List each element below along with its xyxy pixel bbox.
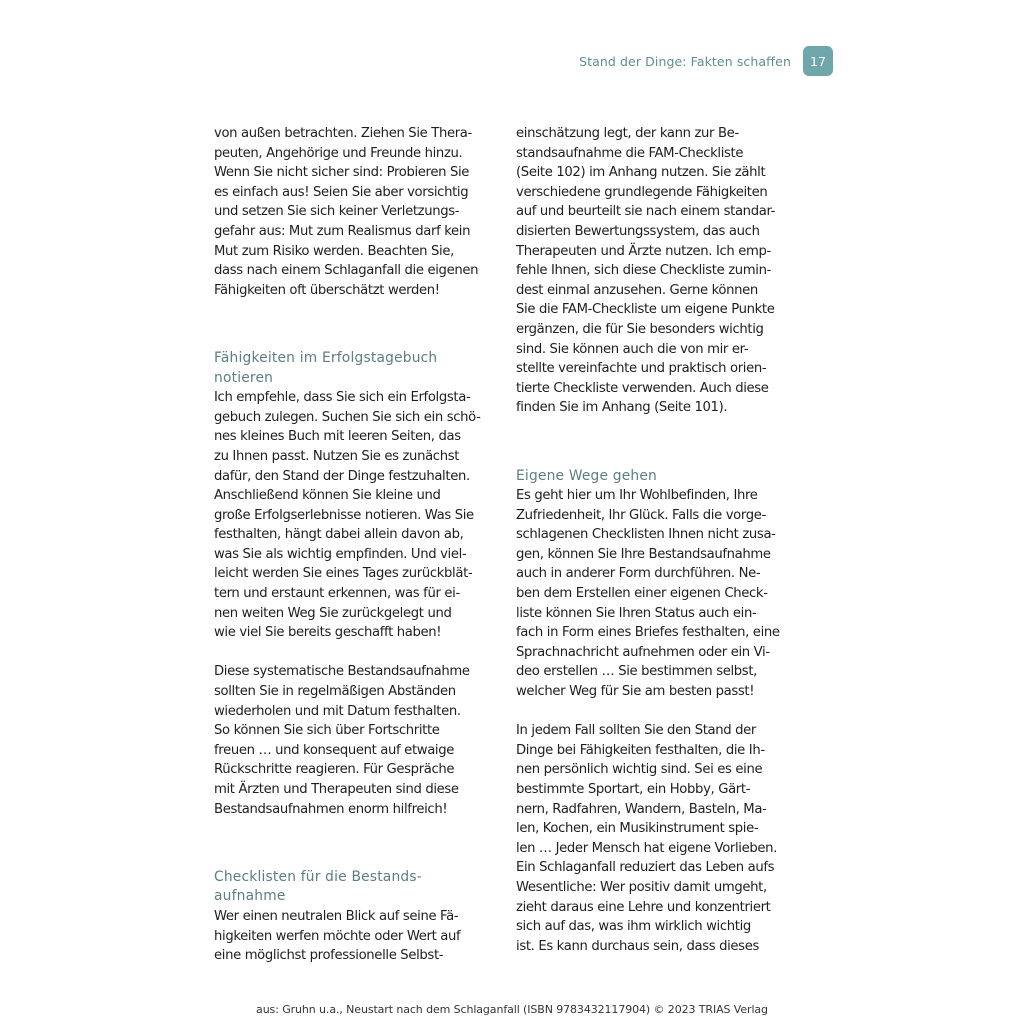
text-line: große Erfolgserlebnisse notieren. Was Sie xyxy=(214,507,474,523)
text-line: festhalten, hängt dabei allein davon ab, xyxy=(214,527,464,543)
text-line: Zufriedenheit, Ihr Glück. Falls die vorge- xyxy=(516,507,766,523)
text-line: Diese systematische Bestandsaufnahme xyxy=(214,664,470,680)
text-line: Ich empfehle, dass Sie sich ein Erfolgsta- xyxy=(214,390,471,406)
text-line: schlagenen Checklisten Ihnen nicht zusa- xyxy=(516,527,776,543)
section-heading xyxy=(214,349,494,388)
paragraph xyxy=(516,486,796,702)
text-line: Therapeuten und Ärzte nutzen. Ich emp- xyxy=(516,243,771,259)
heading-line: Fähigkeiten im Erfolgstagebuch xyxy=(214,349,438,366)
text-line: dest einmal anzusehen. Gerne können xyxy=(516,282,758,298)
text-line: Dinge bei Fähigkeiten festhalten, die Ih- xyxy=(516,742,765,758)
text-line: gen, können Sie Ihre Bestandsaufnahme xyxy=(516,546,771,562)
text-line: zu Ihnen passt. Nutzen Sie es zunächst xyxy=(214,448,460,464)
text-line: Bestandsaufnahmen enorm hilfreich! xyxy=(214,801,448,817)
section-title: Stand der Dinge: Fakten schaffen xyxy=(579,53,791,69)
text-line: auch in anderer Form durchführen. Ne- xyxy=(516,566,761,582)
text-line: freuen … und konsequent auf etwaige xyxy=(214,742,455,758)
text-line: Mut zum Risiko werden. Beachten Sie, xyxy=(214,243,454,259)
text-line: Sie die FAM-Checkliste um eigene Punkte xyxy=(516,302,775,318)
text-line: wiederholen und mit Datum festhalten. xyxy=(214,703,461,719)
text-line: leicht werden Sie eines Tages zurückblät- xyxy=(214,566,473,582)
section-heading xyxy=(214,868,494,907)
text-line: sollten Sie in regelmäßigen Abständen xyxy=(214,684,456,700)
text-line: verschiedene grundlegende Fähigkeiten xyxy=(516,184,768,200)
heading-line: Eigene Wege gehen xyxy=(516,467,657,484)
page-number-badge: 17 xyxy=(803,46,833,76)
text-line: ben dem Erstellen einer eigenen Check- xyxy=(516,586,768,602)
text-line: Ein Schlaganfall reduziert das Leben aufs xyxy=(516,860,775,876)
text-line: So können Sie sich über Fortschritte xyxy=(214,723,440,739)
heading-line: notieren xyxy=(214,369,274,386)
text-line: liste können Sie Ihren Status auch ein- xyxy=(516,605,757,621)
text-line: es einfach aus! Seien Sie aber vorsichtig xyxy=(214,184,469,200)
text-line: dafür, den Stand der Dinge festzuhalten. xyxy=(214,468,470,484)
text-line: higkeiten werfen möchte oder Wert auf xyxy=(214,928,461,944)
text-line: fach in Form eines Briefes festhalten, eine xyxy=(516,625,780,641)
text-line: gebuch zulegen. Suchen Sie sich ein schö- xyxy=(214,409,481,425)
text-line: eine möglichst professionelle Selbst- xyxy=(214,948,444,964)
text-line: nen weiten Weg Sie zurückgelegt und xyxy=(214,605,452,621)
source-footer: aus: Gruhn u.a., Neustart nach dem Schlaganfall (ISBN 9783432117904) © 2023 TRIAS Verlag xyxy=(256,1003,768,1016)
section-heading xyxy=(516,467,796,487)
left-column xyxy=(214,124,494,966)
text-line: len … Jeder Mensch hat eigene Vorlieben. xyxy=(516,840,778,856)
text-line: tierte Checkliste verwenden. Auch diese xyxy=(516,380,769,396)
text-line: (Seite 102) im Anhang nutzen. Sie zählt xyxy=(516,165,766,181)
text-line: standsaufnahme die FAM-Checkliste xyxy=(516,145,744,161)
text-line: fehle Ihnen, sich diese Checkliste zumin- xyxy=(516,263,772,279)
text-line: ist. Es kann durchaus sein, dass dieses xyxy=(516,938,759,954)
text-line: sich auf das, was ihm wirklich wichtig xyxy=(516,919,751,935)
text-line: ergänzen, die für Sie besonders wichtig xyxy=(516,321,764,337)
text-line: In jedem Fall sollten Sie den Stand der xyxy=(516,723,756,739)
text-line: welcher Weg für Sie am besten passt! xyxy=(516,684,755,700)
paragraph xyxy=(214,388,494,643)
text-line: len, Kochen, ein Musikinstrument spie- xyxy=(516,821,759,837)
text-line: tern und erstaunt erkennen, was für ei- xyxy=(214,586,460,602)
paragraph xyxy=(214,907,494,966)
text-line: nern, Radfahren, Wandern, Basteln, Ma- xyxy=(516,801,767,817)
text-line: von außen betrachten. Ziehen Sie Thera- xyxy=(214,126,472,141)
running-header xyxy=(579,46,833,76)
text-line: nes kleines Buch mit leeren Seiten, das xyxy=(214,429,461,445)
text-line: Fähigkeiten oft überschätzt werden! xyxy=(214,282,440,298)
text-line: wie viel Sie bereits geschafft haben! xyxy=(214,625,442,641)
text-line: nen persönlich wichtig sind. Sei es eine xyxy=(516,762,763,778)
right-column xyxy=(516,124,796,956)
paragraph xyxy=(214,124,494,300)
text-line: stellte vereinfachte und praktisch orien- xyxy=(516,361,767,377)
heading-line: aufnahme xyxy=(214,888,286,905)
text-line: bestimmte Sportart, ein Hobby, Gärt- xyxy=(516,782,751,797)
paragraph xyxy=(516,124,796,418)
text-line: deo erstellen … Sie bestimmen selbst, xyxy=(516,664,757,680)
heading-line: Checklisten für die Bestands- xyxy=(214,868,422,885)
text-line: Wenn Sie nicht sicher sind: Probieren Sie xyxy=(214,165,470,181)
text-line: finden Sie im Anhang (Seite 101). xyxy=(516,400,728,416)
text-line: dass nach einem Schlaganfall die eigenen xyxy=(214,263,479,279)
text-line: Anschließend können Sie kleine und xyxy=(214,488,441,504)
text-line: Rückschritte reagieren. Für Gespräche xyxy=(214,762,455,778)
text-line: was Sie als wichtig empfinden. Und viel- xyxy=(214,546,467,562)
text-line: Es geht hier um Ihr Wohlbefinden, Ihre xyxy=(516,488,758,504)
paragraph xyxy=(516,721,796,956)
text-line: disierten Bewertungssystem, das auch xyxy=(516,223,760,239)
text-line: einschätzung legt, der kann zur Be- xyxy=(516,126,739,141)
text-line: peuten, Angehörige und Freunde hinzu. xyxy=(214,145,463,161)
text-line: Wer einen neutralen Blick auf seine Fä- xyxy=(214,908,459,924)
text-line: gefahr aus: Mut zum Realismus darf kein xyxy=(214,223,471,239)
text-line: sind. Sie können auch die von mir er- xyxy=(516,341,749,357)
text-line: und setzen Sie sich keiner Verletzungs- xyxy=(214,204,460,220)
text-line: mit Ärzten und Therapeuten sind diese xyxy=(214,782,459,797)
text-line: zieht daraus eine Lehre und konzentriert xyxy=(516,899,771,915)
paragraph xyxy=(214,662,494,819)
text-line: auf und beurteilt sie nach einem standar- xyxy=(516,204,776,220)
text-line: Wesentliche: Wer positiv damit umgeht, xyxy=(516,879,767,895)
text-line: Sprachnachricht aufnehmen oder ein Vi- xyxy=(516,644,770,660)
